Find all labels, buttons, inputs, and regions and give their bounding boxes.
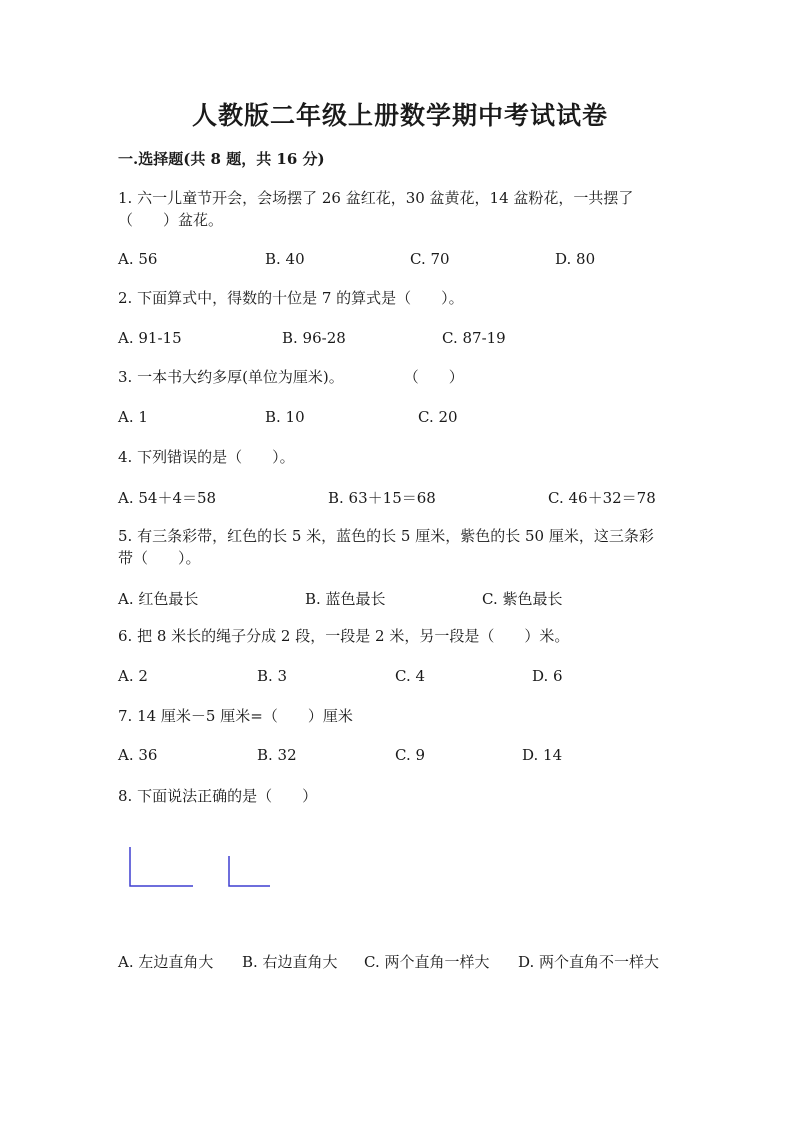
question-4: 4. 下列错误的是（ ）。: [118, 448, 295, 466]
question-1: [118, 187, 633, 231]
q6-option-a[interactable]: A. 2: [118, 667, 148, 685]
q7-option-d[interactable]: D. 14: [522, 746, 563, 764]
question-2: 2. 下面算式中，得数的十位是 7 的算式是（ ）。: [118, 289, 464, 307]
q3-option-c[interactable]: C. 20: [418, 408, 458, 426]
q4-option-b[interactable]: B. 63＋15＝68: [328, 489, 436, 507]
q1-option-d[interactable]: D. 80: [555, 250, 596, 268]
q8-option-d[interactable]: D. 两个直角不一样大: [518, 953, 660, 971]
question-1-line-1: 1. 六一儿童节开会，会场摆了 26 盆红花，30 盆黄花，14 盆粉花，一共摆了: [118, 189, 634, 207]
question-5-line-1: 5. 有三条彩带，红色的长 5 米，蓝色的长 5 厘米，紫色的长 50 厘米，这三条彩: [118, 527, 654, 545]
q1-option-c[interactable]: C. 70: [410, 250, 450, 268]
right-angles-figure: [118, 842, 288, 892]
q5-option-b[interactable]: B. 蓝色最长: [305, 590, 386, 608]
q8-option-c[interactable]: C. 两个直角一样大: [364, 953, 490, 971]
q5-option-c[interactable]: C. 紫色最长: [482, 590, 563, 608]
q8-option-b[interactable]: B. 右边直角大: [242, 953, 338, 971]
q4-option-c[interactable]: C. 46＋32＝78: [548, 489, 656, 507]
right-right-angle: [229, 856, 270, 886]
q1-option-b[interactable]: B. 40: [265, 250, 305, 268]
q2-option-a[interactable]: A. 91-15: [118, 329, 182, 347]
section-heading: 一.选择题(共 8 题，共 16 分): [118, 150, 325, 168]
q7-option-b[interactable]: B. 32: [257, 746, 297, 764]
q3-option-b[interactable]: B. 10: [265, 408, 305, 426]
question-6: 6. 把 8 米长的绳子分成 2 段，一段是 2 米，另一段是（ ）米。: [118, 627, 570, 645]
q5-option-a[interactable]: A. 红色最长: [118, 590, 199, 608]
question-8: 8. 下面说法正确的是（ ）: [118, 787, 318, 805]
left-right-angle: [130, 847, 193, 886]
question-7: 7. 14 厘米－5 厘米=（ ）厘米: [118, 707, 353, 725]
q6-option-d[interactable]: D. 6: [532, 667, 563, 685]
question-5-line-2: 带（ ）。: [118, 549, 201, 567]
page-title: 人教版二年级上册数学期中考试试卷: [191, 101, 608, 130]
q8-option-a[interactable]: A. 左边直角大: [118, 953, 214, 971]
question-5: [118, 525, 654, 569]
q3-option-a[interactable]: A. 1: [118, 408, 148, 426]
q2-option-c[interactable]: C. 87-19: [442, 329, 506, 347]
q7-option-c[interactable]: C. 9: [395, 746, 426, 764]
q2-option-b[interactable]: B. 96-28: [282, 329, 346, 347]
question-3: 3. 一本书大约多厚(单位为厘米)。 （ ）: [118, 368, 464, 386]
question-1-line-2: （ ）盆花。: [118, 211, 224, 229]
q1-option-a[interactable]: A. 56: [118, 250, 158, 268]
q6-option-c[interactable]: C. 4: [395, 667, 426, 685]
q6-option-b[interactable]: B. 3: [257, 667, 288, 685]
q4-option-a[interactable]: A. 54＋4＝58: [118, 489, 217, 507]
q7-option-a[interactable]: A. 36: [118, 746, 158, 764]
